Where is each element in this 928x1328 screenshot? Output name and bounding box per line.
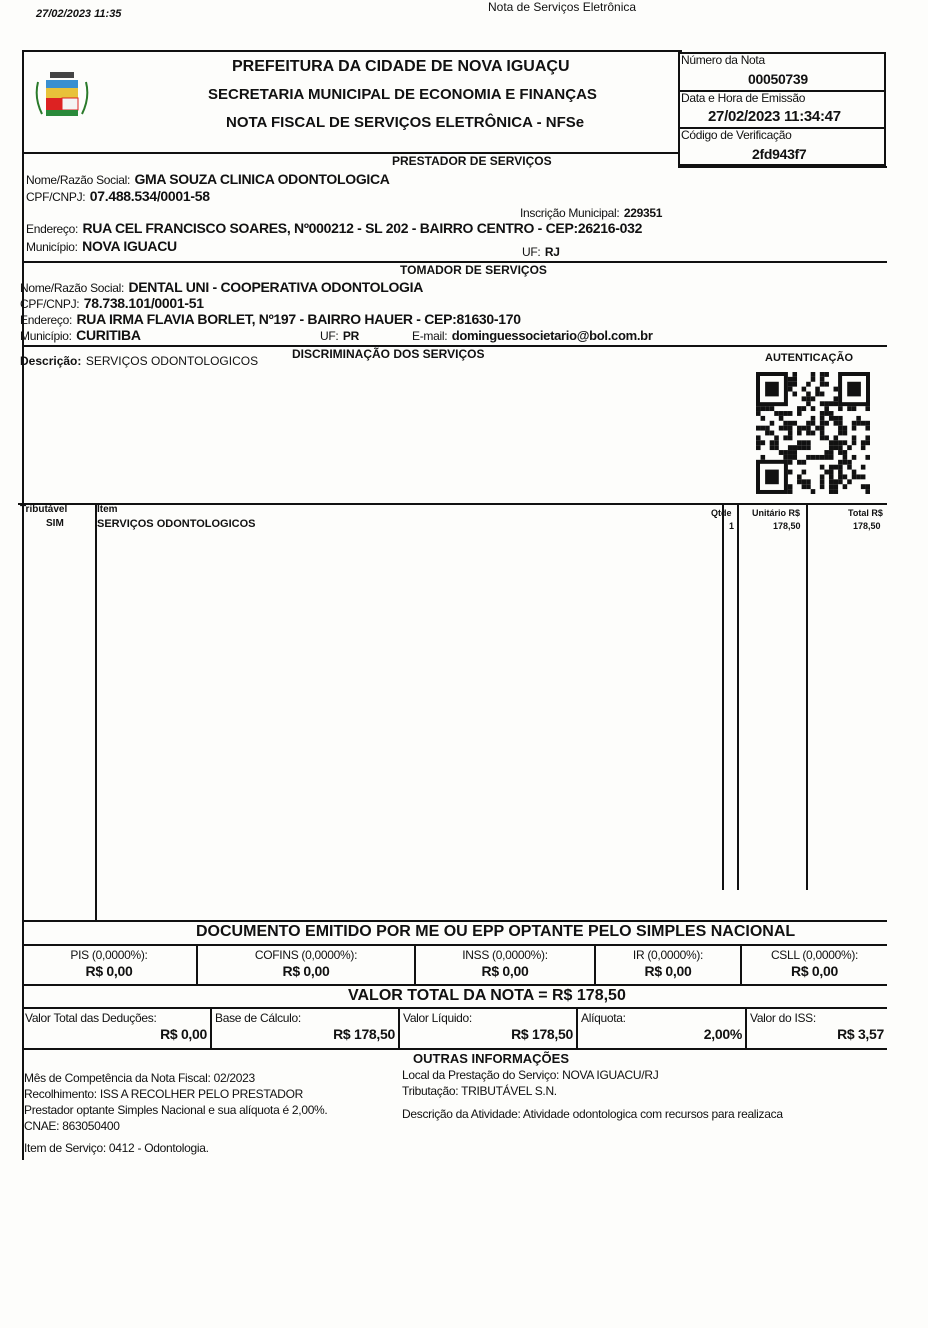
tomador-endereco: RUA IRMA FLAVIA BORLET, Nº197 - BAIRRO HAUER - CEP:81630-170 [76,311,521,327]
local-prestacao: Local da Prestação do Serviço: NOVA IGUACU/RJ [402,1068,659,1082]
descricao-value: SERVIÇOS ODONTOLOGICOS [85,354,259,368]
label: Inscrição Municipal: [520,206,620,220]
tributacao: Tributação: TRIBUTÁVEL S.N. [402,1084,557,1098]
data-label: Data e Hora de Emissão [681,91,806,105]
col-unitario: Unitário R$ [752,508,801,518]
outras-title: OUTRAS INFORMAÇÕES [413,1051,569,1066]
prestador-uf: RJ [544,245,560,259]
iss-label: Base de Cálculo: [215,1011,301,1025]
tax-value: R$ 0,00 [282,962,330,979]
label: Endereço: [26,222,79,236]
label: Descrição: [20,354,82,368]
prestador-endereco-row [26,220,642,238]
autenticacao-label: AUTENTICAÇÃO [765,352,853,364]
iss-label: Valor do ISS: [750,1011,816,1025]
prestador-title: PRESTADOR DE SERVIÇOS [392,154,552,168]
data-emissao: 27/02/2023 11:34:47 [708,108,841,125]
tomador-email-row [412,327,653,345]
iss-value: R$ 0,00 [160,1025,207,1042]
label: Endereço: [20,313,73,327]
tax-label: COFINS (0,0000%): [254,948,358,962]
label: UF: [522,245,541,259]
print-timestamp: 27/02/2023 11:35 [36,8,122,20]
item-servico: Item de Serviço: 0412 - Odontologia. [24,1141,209,1155]
row-tributavel: SIM [46,518,64,529]
discriminacao-title: DISCRIMINAÇÃO DOS SERVIÇOS [292,347,485,361]
qr-code [756,372,870,494]
tax-label: IR (0,0000%): [632,948,704,962]
print-header: Nota de Serviços Eletrônica [488,0,637,14]
competencia: Mês de Competência da Nota Fiscal: 02/2023 [24,1071,255,1085]
prestador-cnpj-row [26,188,210,206]
tax-label: INSS (0,0000%): [462,948,548,962]
tax-cell [22,946,196,984]
header-nfse: NOTA FISCAL DE SERVIÇOS ELETRÔNICA - NFSe [226,114,585,131]
tomador-title: TOMADOR DE SERVIÇOS [400,263,547,277]
col-qtde: Qtde [711,508,732,518]
tomador-cnpj: 78.738.101/0001-51 [83,295,204,311]
header-prefeitura: PREFEITURA DA CIDADE DE NOVA IGUAÇU [232,58,570,75]
tomador-municipio-row [20,327,141,345]
iss-cell [576,1009,745,1048]
col-tributavel: Tributável [20,504,68,515]
tax-cell [414,946,594,984]
tomador-municipio: CURITIBA [76,327,141,343]
iss-cell [398,1009,576,1048]
numero-label: Número da Nota [681,53,765,67]
tax-cell [740,946,887,984]
cnae: CNAE: 863050400 [24,1119,120,1133]
numero-nota: 00050739 [748,71,808,87]
descricao-atividade: Descrição da Atividade: Atividade odontologica com recursos para realizaca [402,1107,783,1121]
label: Nome/Razão Social: [20,281,124,295]
city-coat-of-arms-logo [34,70,90,122]
valor-total-nota: VALOR TOTAL DA NOTA = R$ 178,50 [348,987,626,1004]
prestador-cnpj: 07.488.534/0001-58 [89,188,210,204]
label: CPF/CNPJ: [26,190,86,204]
tax-value: R$ 0,00 [481,962,529,979]
tomador-uf-row [320,327,359,345]
tax-value: R$ 0,00 [644,962,692,979]
prestador-municipio-row [26,238,177,256]
iss-label: Valor Total das Deduções: [25,1011,157,1025]
label: Nome/Razão Social: [26,173,130,187]
iss-cell [210,1009,398,1048]
iss-label: Valor Líquido: [403,1011,472,1025]
tax-cell [594,946,740,984]
prestador-municipio: NOVA IGUACU [82,238,177,254]
tax-label: PIS (0,0000%): [70,948,148,962]
col-total: Total R$ [848,508,883,518]
row-total: 178,50 [853,521,881,531]
iss-cell [22,1009,210,1048]
descricao-row [20,352,258,370]
simples-nacional-notice: DOCUMENTO EMITIDO POR ME OU EPP OPTANTE PELO SIMPLES NACIONAL [196,923,796,940]
recolhimento: Recolhimento: ISS A RECOLHER PELO PRESTADOR [24,1087,303,1101]
tax-value: R$ 0,00 [85,962,133,979]
label: E-mail: [412,329,448,343]
codigo-label: Código de Verificação [681,128,792,142]
iss-value: R$ 3,57 [837,1025,884,1042]
simples-info: Prestador optante Simples Nacional e sua alíquota é 2,00%. [24,1103,328,1117]
label: UF: [320,329,339,343]
row-item: SERVIÇOS ODONTOLOGICOS [97,518,256,530]
row-unitario: 178,50 [773,521,801,531]
prestador-nome: GMA SOUZA CLINICA ODONTOLOGICA [134,171,390,187]
iss-label: Alíquota: [581,1011,626,1025]
iss-cell [745,1009,887,1048]
iss-value: 2,00% [703,1025,742,1042]
header-secretaria: SECRETARIA MUNICIPAL DE ECONOMIA E FINANÇAS [208,86,597,103]
tomador-uf: PR [342,329,359,343]
codigo-verificacao: 2fd943f7 [752,146,807,162]
tomador-email: dominguessocietario@bol.com.br [451,328,653,343]
label: Município: [20,329,72,343]
tax-cell [196,946,414,984]
prestador-im: 229351 [623,206,663,220]
col-item: Item [97,504,118,515]
row-qtde: 1 [729,521,735,531]
label: Município: [26,240,78,254]
tax-value: R$ 0,00 [791,962,838,979]
prestador-uf-row [522,243,560,261]
tomador-nome: DENTAL UNI - COOPERATIVA ODONTOLOGIA [128,279,424,295]
prestador-nome-row [26,171,390,189]
label: CPF/CNPJ: [20,297,80,311]
tax-label: CSLL (0,0000%): [770,948,859,962]
prestador-endereco: RUA CEL FRANCISCO SOARES, Nº000212 - SL 202 - BAIRRO CENTRO - CEP:26216-032 [82,220,643,236]
iss-value: R$ 178,50 [511,1025,573,1042]
iss-value: R$ 178,50 [333,1025,395,1042]
